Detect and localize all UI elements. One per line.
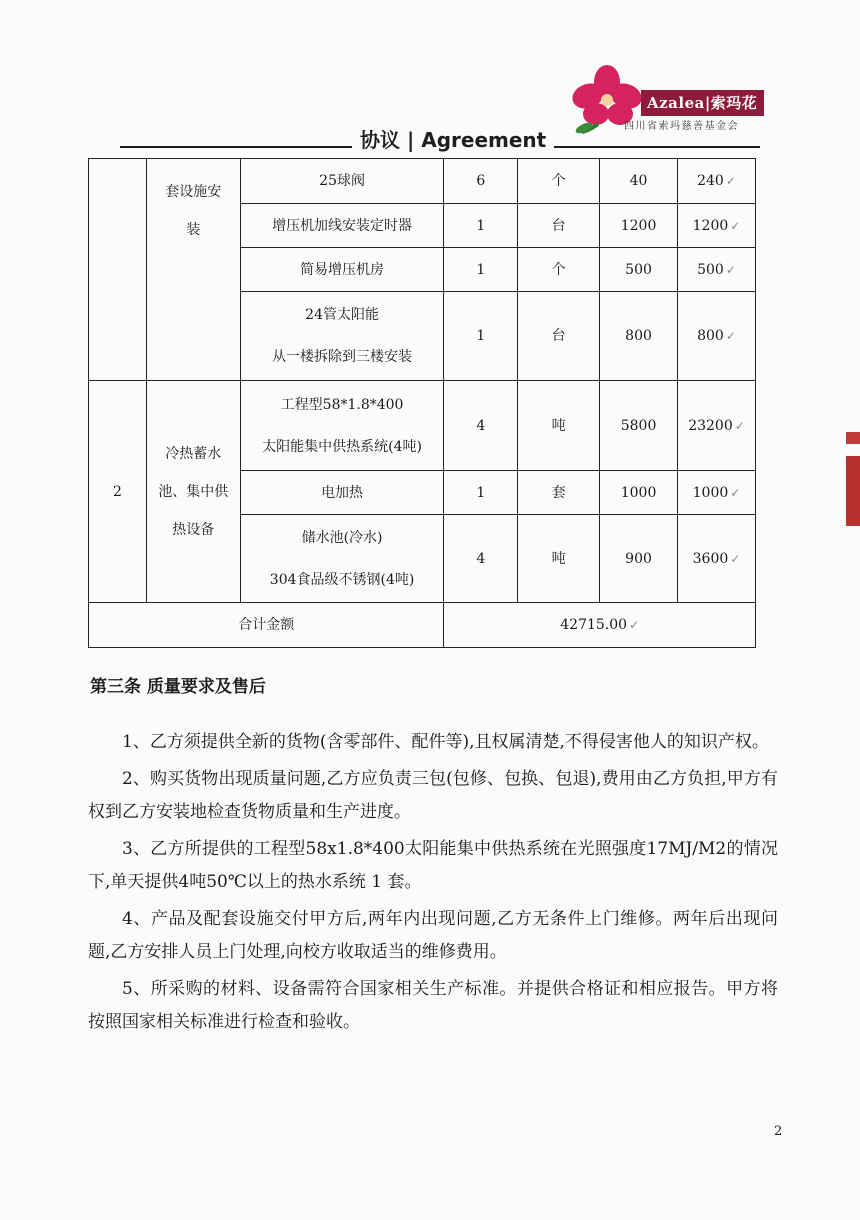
- logo-subtitle: 四川省索玛慈善基金会: [624, 121, 739, 132]
- item-qty: 1: [444, 204, 518, 248]
- item-qty: 6: [444, 159, 518, 204]
- item-name: 储水池(冷水) 304食品级不锈钢(4吨): [240, 515, 444, 603]
- item-unit: 台: [518, 292, 600, 381]
- total-value: 42715.00 ✓: [444, 603, 756, 648]
- check-mark-icon: ✓: [730, 218, 741, 233]
- item-total: 1200 ✓: [677, 204, 755, 248]
- item-name: 增压机加线安装定时器: [240, 204, 444, 248]
- category-cell: 套设施安 装: [146, 159, 240, 381]
- item-name: 简易增压机房: [240, 248, 444, 292]
- item-total: 500 ✓: [677, 248, 755, 292]
- total-label: 合计金额: [89, 603, 444, 648]
- seal-edge-mark: [846, 456, 860, 526]
- clause-4: 4、产品及配套设施交付甲方后,两年内出现问题,乙方无条件上门维修。两年后出现问题,乙方安排人员上门处理,向校方收取适当的维修费用。: [88, 909, 778, 962]
- item-qty: 1: [444, 471, 518, 515]
- clause-3: 3、乙方所提供的工程型58x1.8*400太阳能集中供热系统在光照强度17MJ/M2的情况下,单天提供4吨50℃以上的热水系统 1 套。: [88, 839, 778, 892]
- check-mark-icon: ✓: [734, 418, 745, 433]
- clause-5: 5、所采购的材料、设备需符合国家相关生产标准。并提供合格证和相应报告。甲方将按照国家相关标准进行检查和验收。: [88, 979, 778, 1032]
- item-price: 1000: [600, 471, 678, 515]
- item-qty: 1: [444, 248, 518, 292]
- item-qty: 4: [444, 515, 518, 603]
- clause-1: 1、乙方须提供全新的货物(含零部件、配件等),且权属清楚,不得侵害他人的知识产权。: [122, 732, 769, 752]
- item-name: 24管太阳能 从一楼拆除到三楼安装: [240, 292, 444, 381]
- item-price: 800: [600, 292, 678, 381]
- item-price: 500: [600, 248, 678, 292]
- table-row: [89, 381, 756, 471]
- check-mark-icon: ✓: [730, 551, 741, 566]
- row-index: 2: [89, 381, 147, 603]
- item-price: 1200: [600, 204, 678, 248]
- item-qty: 4: [444, 381, 518, 471]
- page-number: 2: [774, 1124, 783, 1139]
- item-total: 23200 ✓: [677, 381, 755, 471]
- item-total: 3600 ✓: [677, 515, 755, 603]
- item-price: 900: [600, 515, 678, 603]
- item-unit: 吨: [518, 515, 600, 603]
- check-mark-icon: ✓: [725, 329, 736, 343]
- table-row: [89, 159, 756, 204]
- check-mark-icon: ✓: [725, 262, 736, 277]
- seal-edge-mark: [846, 432, 860, 444]
- item-total: 240 ✓: [677, 159, 755, 204]
- item-name: 工程型58*1.8*400 太阳能集中供热系统(4吨): [240, 381, 444, 471]
- item-qty: 1: [444, 292, 518, 381]
- check-mark-icon: ✓: [725, 174, 736, 188]
- item-name: 电加热: [240, 471, 444, 515]
- item-price: 40: [600, 159, 678, 204]
- clause-2: 2、购买货物出现质量问题,乙方应负责三包(包修、包换、包退),费用由乙方负担,甲方有权到乙方安装地检查货物质量和生产进度。: [88, 769, 778, 822]
- section-title: 第三条 质量要求及售后: [90, 677, 266, 697]
- check-mark-icon: ✓: [730, 485, 741, 500]
- item-name: 25球阀: [240, 159, 444, 204]
- item-unit: 套: [518, 471, 600, 515]
- clause-list: [88, 726, 778, 1043]
- item-price: 5800: [600, 381, 678, 471]
- header-title: 协议 | Agreement: [352, 124, 554, 153]
- document-header: [0, 0, 860, 160]
- item-total: 1000 ✓: [677, 471, 755, 515]
- goods-table: [88, 158, 756, 648]
- item-unit: 个: [518, 248, 600, 292]
- category-cell: 冷热蓄水 池、集中供 热设备: [146, 381, 240, 603]
- check-mark-icon: ✓: [629, 618, 640, 632]
- logo-brand: Azalea|索玛花: [641, 90, 764, 116]
- item-unit: 个: [518, 159, 600, 204]
- table-total-row: [89, 603, 756, 648]
- table-cell-index: [89, 159, 147, 381]
- item-unit: 吨: [518, 381, 600, 471]
- item-unit: 台: [518, 204, 600, 248]
- item-total: 800 ✓: [677, 292, 755, 381]
